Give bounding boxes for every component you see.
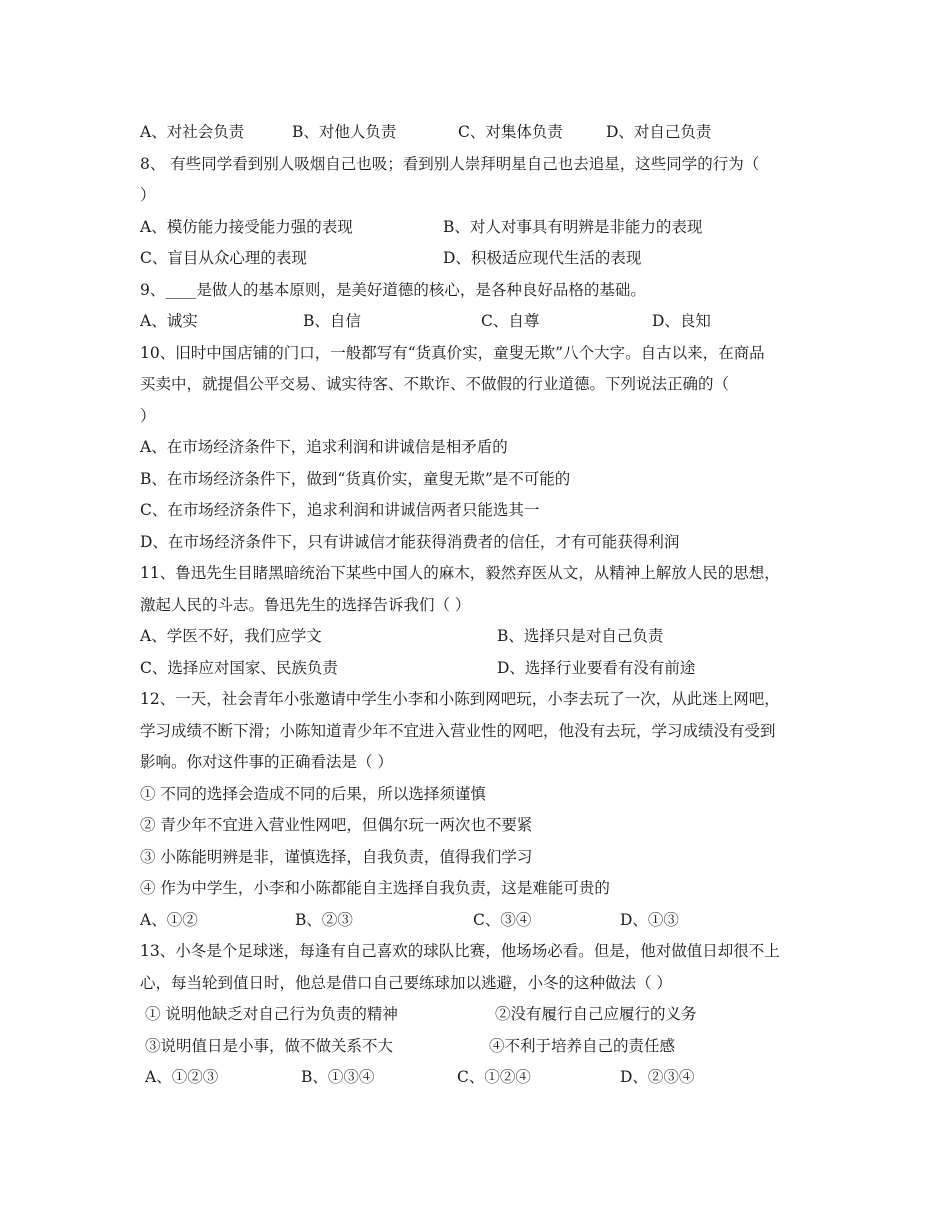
- answer-option: C、自尊: [481, 312, 540, 330]
- options-line: [140, 621, 820, 653]
- answer-option: C、③④: [473, 910, 532, 929]
- options-line: [140, 306, 820, 338]
- text-line: C、在市场经济条件下，追求利润和讲诚信两者只能选其一: [140, 501, 540, 519]
- text-line: ② 青少年不宜进入营业性网吧，但偶尔玩一两次也不要紧: [140, 816, 533, 834]
- text-line: ）: [140, 406, 156, 425]
- answer-option: A、①②: [140, 910, 198, 929]
- text-line: 13、小冬是个足球迷，每逢有自己喜欢的球队比赛，他场场必看。但是，他对做值日却很不上: [140, 942, 780, 960]
- text-line: 12、一天，社会青年小张邀请中学生小李和小陈到网吧玩，小李去玩了一次，从此迷上网吧，: [140, 690, 780, 708]
- answer-option: B、自信: [303, 312, 361, 330]
- text-line: A、在市场经济条件下，追求利润和讲诚信是相矛盾的: [140, 438, 508, 456]
- text-line: 学习成绩不断下滑；小陈知道青少年不宜进入营业性的网吧，他没有去玩，学习成绩没有受到: [140, 721, 776, 740]
- answer-option: C、对集体负责: [458, 123, 563, 141]
- answer-option: D、对自己负责: [606, 123, 712, 141]
- options-line: [140, 653, 820, 685]
- answer-option: A、①②③: [145, 1068, 219, 1086]
- answer-option: ②没有履行自己应履行的义务: [495, 1005, 697, 1023]
- options-line: [140, 117, 820, 149]
- answer-option: B、对他人负责: [292, 123, 397, 141]
- options-line: [140, 905, 820, 937]
- answer-option: B、②③: [295, 910, 353, 929]
- options-line: [140, 212, 820, 244]
- answer-option: A、对社会负责: [140, 123, 245, 141]
- answer-option: A、学医不好，我们应学文: [140, 627, 322, 645]
- options-line: [140, 999, 820, 1031]
- answer-option: B、选择只是对自己负责: [497, 627, 664, 645]
- text-line: ④ 作为中学生，小李和小陈都能自主选择自我负责，这是难能可贵的: [140, 879, 610, 897]
- text-line: 买卖中，就提倡公平交易、诚实待客、不欺诈、不做假的行业道德。下列说法正确的（: [140, 375, 730, 393]
- answer-option: D、①③: [620, 910, 679, 929]
- answer-option: A、模仿能力接受能力强的表现: [140, 217, 353, 236]
- answer-option: A、诚实: [140, 312, 198, 330]
- answer-option: D、选择行业要看有没有前途: [497, 658, 696, 677]
- answer-option: C、选择应对国家、民族负责: [140, 658, 338, 677]
- text-line: 9、____是做人的基本原则，是美好道德的核心，是各种良好品格的基础。: [140, 280, 646, 299]
- answer-option: ① 说明他缺乏对自己行为负责的精神: [145, 1005, 398, 1023]
- document-page: [140, 117, 820, 1094]
- answer-option: B、①③④: [301, 1068, 375, 1086]
- answer-option: D、良知: [652, 312, 711, 330]
- text-line: ③ 小陈能明辨是非，谨慎选择，自我负责，值得我们学习: [140, 847, 533, 866]
- options-line: [140, 243, 820, 275]
- text-line: 影响。你对这件事的正确看法是（ ）: [140, 753, 393, 771]
- answer-option: C、盲目从众心理的表现: [140, 249, 307, 267]
- answer-option: D、积极适应现代生活的表现: [443, 249, 642, 267]
- text-line: ① 不同的选择会造成不同的后果，所以选择须谨慎: [140, 784, 486, 803]
- options-line: [140, 1031, 820, 1063]
- options-line: [140, 1062, 820, 1094]
- answer-option: D、②③④: [620, 1068, 695, 1086]
- text-line: 10、旧时中国店铺的门口，一般都写有“货真价实，童叟无欺”八个大字。自古以来，在商品: [140, 343, 765, 362]
- text-line: 激起人民的斗志。鲁迅先生的选择告诉我们（ ）: [140, 595, 471, 614]
- answer-option: B、对人对事具有明辨是非能力的表现: [443, 217, 703, 236]
- text-line: 11、鲁迅先生目睹黑暗统治下某些中国人的麻木，毅然弃医从文，从精神上解放人民的思想，: [140, 564, 780, 582]
- text-line: ）: [140, 186, 156, 204]
- text-line: B、在市场经济条件下，做到“货真价实，童叟无欺”是不可能的: [140, 469, 571, 488]
- answer-option: ③说明值日是小事，做不做关系不大: [145, 1036, 394, 1055]
- text-line: 心，每当轮到值日时，他总是借口自己要练球加以逃避，小冬的这种做法（ ）: [140, 973, 672, 992]
- answer-option: ④不利于培养自己的责任感: [489, 1036, 676, 1055]
- text-line: D、在市场经济条件下，只有讲诚信才能获得消费者的信任，才有可能获得利润: [140, 532, 680, 551]
- answer-option: C、①②④: [457, 1068, 531, 1086]
- text-line: 8、 有些同学看到别人吸烟自己也吸；看到别人崇拜明星自己也去追星，这些同学的行为（: [140, 154, 760, 173]
